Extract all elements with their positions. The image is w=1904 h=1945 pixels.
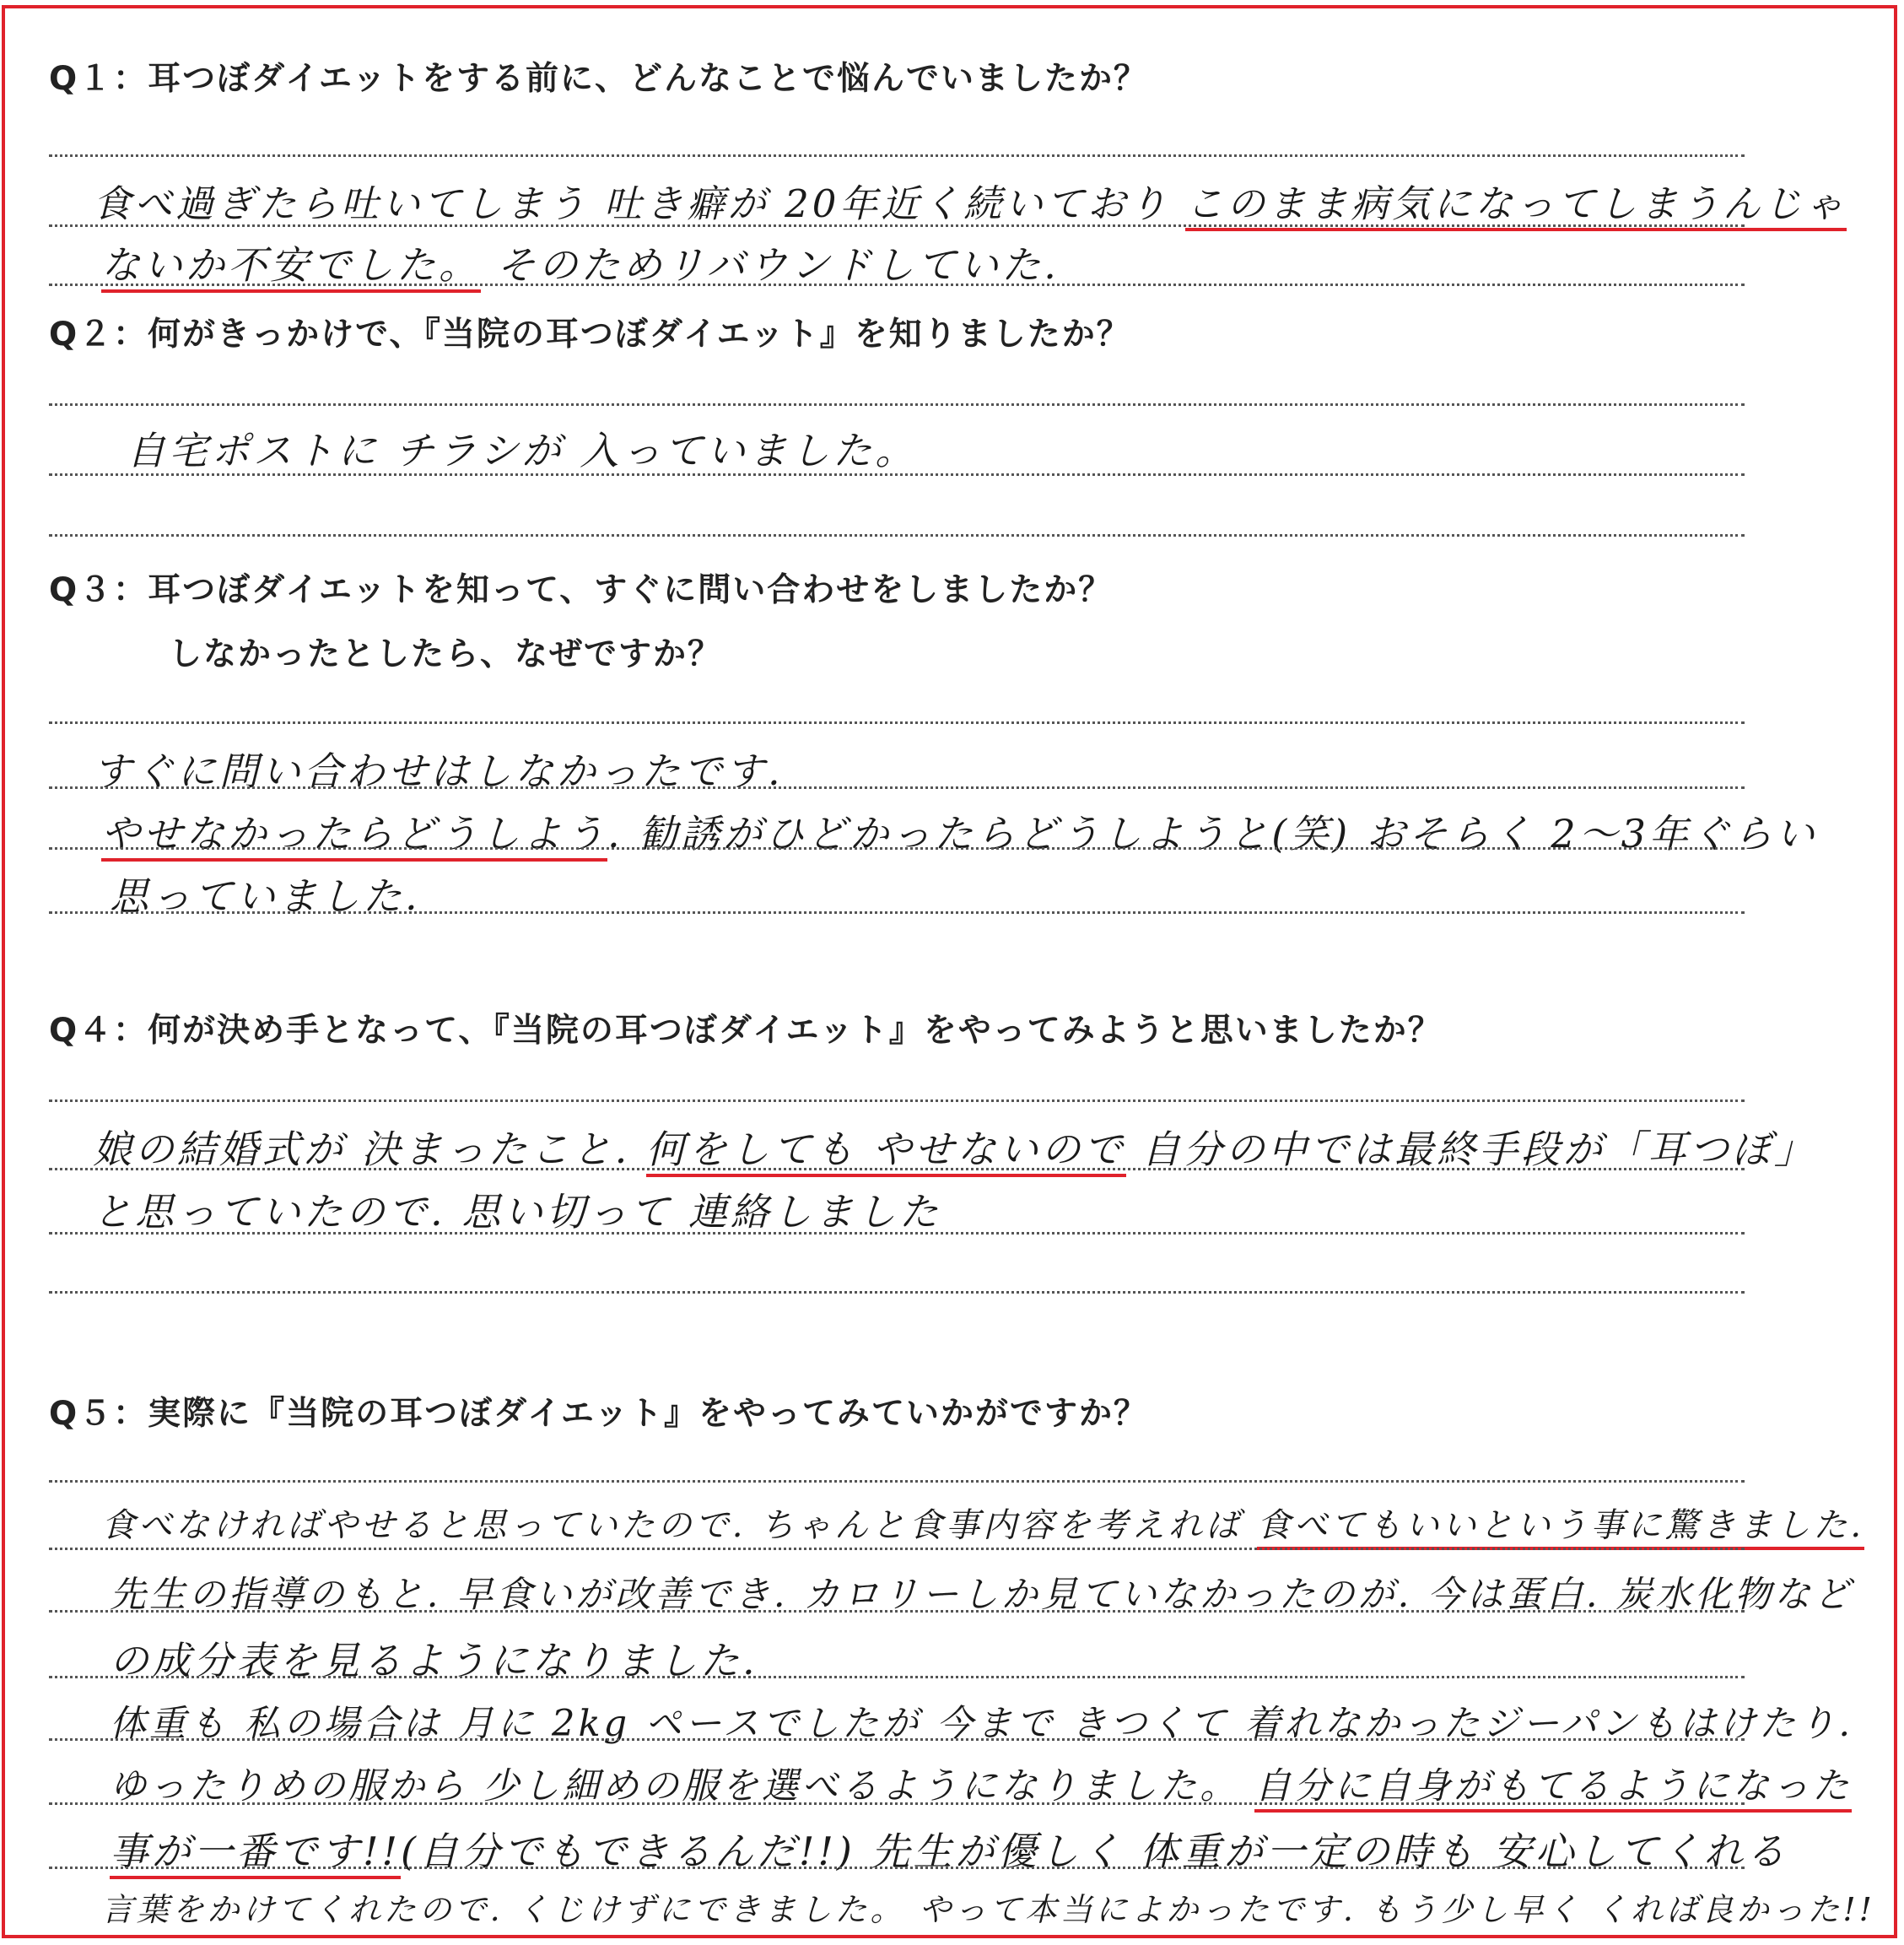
answer-3-line-2 (101, 803, 1818, 859)
answer-text: 自宅ポストに チラシが 入っていました。 (127, 428, 918, 473)
answer-underlined-text: 自分に自身がもてるようになった (1254, 1765, 1852, 1813)
answer-text: . 勧誘がひどかったらどうしようと(笑) おそらく 2～3年ぐらい (607, 811, 1818, 856)
answer-underlined-text: ないか不安でした。 (101, 242, 481, 293)
answer-text: と思っていたので. 思い切って 連絡しました (93, 1189, 941, 1235)
answer-text: 娘の結婚式が 決まったこと. (93, 1126, 646, 1172)
answer-2-line-1 (127, 420, 917, 476)
answer-1-line-1 (93, 173, 1847, 228)
question-3: Q３：耳つぼダイエットを知って、すぐに問い合わせをしましたか？ (49, 571, 1114, 609)
answer-text: 自分の中では最終手段が「耳つぼ」 (1125, 1126, 1817, 1172)
answer-text: 思っていました. (110, 873, 421, 919)
answer-rule (49, 1676, 1745, 1678)
answer-text: 食べ過ぎたら吐いてしまう 吐き癖が 20年近く続いており (93, 181, 1186, 226)
answer-rule (49, 224, 1745, 227)
answer-rule (49, 1232, 1745, 1235)
answer-underlined-text: 食べてもいいという事に驚きました. (1257, 1506, 1864, 1550)
answer-rule (49, 1802, 1745, 1805)
answer-text: 先生の指導のもと. 早食いが改善でき. カロリーしか見ていなかったのが. 今は蛋白. 炭水化物など (110, 1574, 1853, 1616)
answer-text: 食べなければやせると思っていたので. ちゃんと食事内容を考えれば (101, 1506, 1257, 1545)
answer-rule (49, 911, 1745, 914)
answer-rule (49, 1610, 1745, 1613)
answer-text: の成分表を見るようになりました. (110, 1638, 758, 1683)
answer-underlined-text: 事が一番です!! (110, 1829, 401, 1879)
answer-underlined-text: 何をしても やせないので (646, 1126, 1126, 1177)
question-2: Q２：何がきっかけで、『当院の耳つぼダイエット』を知りましたか？ (49, 316, 1131, 354)
answer-text: 言葉をかけてくれたので. くじけずにできました。 やって本当によかったです. もう少し早く くれば良かった!! (101, 1891, 1875, 1928)
answer-text: すぐに問い合わせはしなかったです. (93, 748, 784, 794)
answer-rule (49, 1099, 1745, 1102)
answer-5-line-7 (101, 1883, 1875, 1930)
answer-rule (49, 721, 1745, 724)
answer-rule (49, 1867, 1745, 1869)
answer-rule (49, 154, 1745, 157)
answer-rule (49, 1291, 1745, 1294)
answer-1-line-2 (101, 235, 1060, 290)
answer-rule (49, 534, 1745, 537)
question-4: Q４：何が決め手となって、『当院の耳つぼダイエット』をやってみようと思いましたか？ (49, 1012, 1443, 1050)
answer-text: (自分でもできるんだ!!) 先生が優しく 体重が一定の時も 安心してくれる (400, 1829, 1788, 1874)
question-5: Q５：実際に『当院の耳つぼダイエット』をやってみていかがですか？ (49, 1395, 1149, 1433)
answer-rule (49, 1548, 1745, 1550)
answer-text: そのためリバウンドしていた. (481, 242, 1060, 288)
answer-rule (49, 847, 1745, 850)
answer-text: 体重も 私の場合は 月に 2kg ペースでしたが 今まで きつくて 着れなかったジーパンもはけたり. (110, 1703, 1854, 1745)
question-1: Q１：耳つぼダイエットをする前に、どんなことで悩んでいましたか？ (49, 60, 1149, 98)
answer-rule (49, 1738, 1745, 1741)
answer-rule (49, 786, 1745, 789)
question-3-sub: しなかったとしたら、なぜですか？ (169, 635, 723, 673)
answer-4-line-1 (93, 1119, 1816, 1175)
answer-rule (49, 1480, 1745, 1483)
answer-rule (49, 473, 1745, 476)
answer-rule (49, 1168, 1745, 1170)
answer-5-line-1 (101, 1499, 1864, 1547)
answer-4-line-2 (93, 1181, 941, 1237)
answer-rule (49, 403, 1745, 406)
answer-underlined-text: やせなかったらどうしよう (101, 811, 607, 862)
answer-text: ゆったりめの服から 少し細めの服を選べるようになりました。 (110, 1765, 1255, 1807)
answer-underlined-text: このまま病気になってしまうんじゃ (1185, 181, 1847, 231)
answer-rule (49, 284, 1745, 286)
answer-5-line-5 (110, 1757, 1852, 1809)
